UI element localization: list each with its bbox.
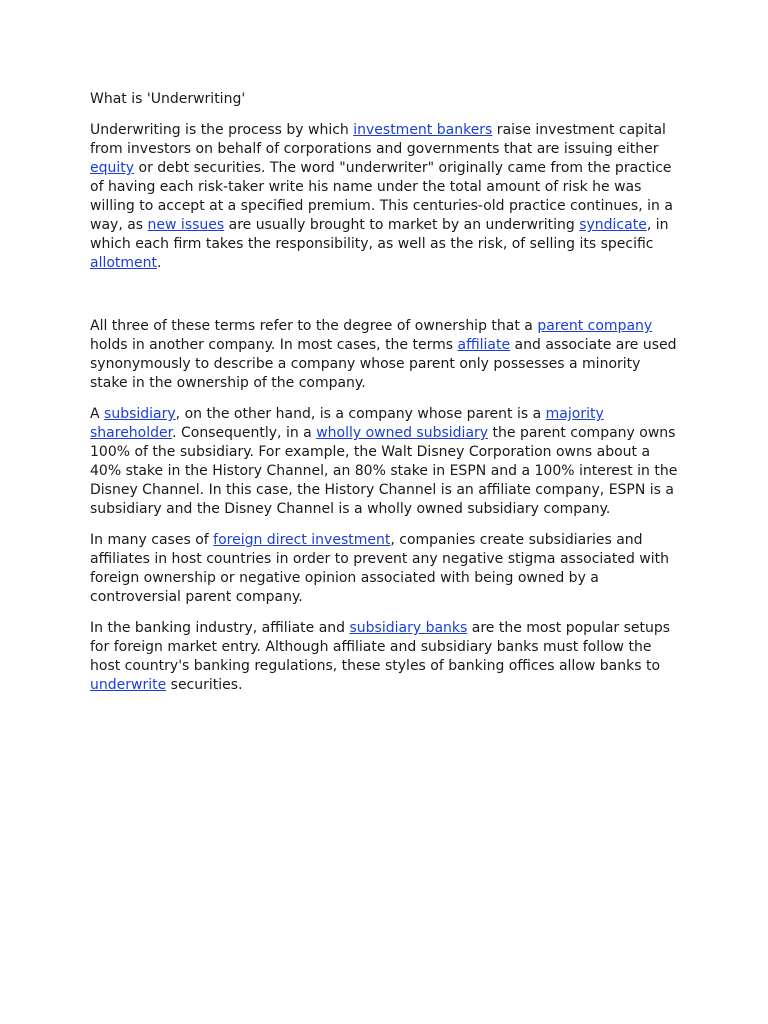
link-parent-company[interactable]: parent company	[537, 318, 653, 334]
link-new-issues[interactable]: new issues	[147, 217, 225, 233]
paragraph-underwriting	[90, 121, 680, 273]
text-run: or debt securities. The word "underwriter" originally came from the practice of having each risk-taker write his name under the total amount of risk he was willing to accept at a specified premium. This centuries-old practice continues, in a way, as	[90, 160, 673, 233]
text-run: Underwriting is the process by which	[90, 122, 354, 138]
paragraph-subsidiary	[90, 405, 680, 519]
paragraph-ownership-terms	[90, 317, 680, 393]
text-run: securities.	[166, 677, 243, 693]
link-subsidiary[interactable]: subsidiary	[104, 406, 176, 422]
text-run: In the banking industry, affiliate and	[90, 620, 350, 636]
link-underwrite[interactable]: underwrite	[90, 677, 167, 693]
text-run: In many cases of	[90, 532, 214, 548]
link-syndicate[interactable]: syndicate	[579, 217, 647, 233]
text-run: are the most popular setups for foreign market entry. Although affiliate and subsidiary banks must follow the host country's banking regulations, these styles of banking offices allow banks to	[90, 620, 671, 674]
text-run: holds in another company. In most cases, the terms	[90, 337, 458, 353]
text-run: raise investment capital from investors on behalf of corporations and governments that are issuing either	[90, 122, 666, 157]
link-subsidiary-banks[interactable]: subsidiary banks	[349, 620, 468, 636]
text-run: All three of these terms refer to the degree of ownership that a	[90, 318, 538, 334]
text-run: .	[157, 255, 162, 271]
text-run: , companies create subsidiaries and affiliates in host countries in order to prevent any negative stigma associated with foreign ownership or negative opinion associated with being owned by a controversial parent company.	[90, 532, 669, 605]
text-run: are usually brought to market by an underwriting	[224, 217, 580, 233]
link-affiliate[interactable]: affiliate	[457, 337, 511, 353]
document-page	[90, 90, 680, 707]
link-foreign-direct-investment[interactable]: foreign direct investment	[213, 532, 391, 548]
link-allotment[interactable]: allotment	[90, 255, 158, 271]
link-investment-bankers[interactable]: investment bankers	[353, 122, 493, 138]
text-run: . Consequently, in a	[172, 425, 317, 441]
link-equity[interactable]: equity	[90, 160, 135, 176]
link-wholly-owned-subsidiary[interactable]: wholly owned subsidiary	[316, 425, 489, 441]
link-majority-shareholder[interactable]: majority shareholder	[90, 406, 604, 441]
document-heading: What is 'Underwriting'	[90, 91, 246, 107]
text-run: and associate are used synonymously to describe a company whose parent only possesses a minority stake in the ownership of the company.	[90, 337, 677, 391]
paragraph-banking	[90, 619, 680, 695]
text-run: , on the other hand, is a company whose parent is a	[175, 406, 546, 422]
text-run: , in which each firm takes the responsibility, as well as the risk, of selling its specific	[90, 217, 669, 252]
text-run: the parent company owns 100% of the subsidiary. For example, the Walt Disney Corporation owns about a 40% stake in the History Channel, an 80% stake in ESPN and a 100% interest in the Disney Channel. In this case, the History Channel is an affiliate company, ESPN is a subsidiary and the Disney Channel is a wholly owned subsidiary company.	[90, 425, 678, 517]
text-run: A	[90, 406, 105, 422]
paragraph-fdi	[90, 531, 680, 607]
